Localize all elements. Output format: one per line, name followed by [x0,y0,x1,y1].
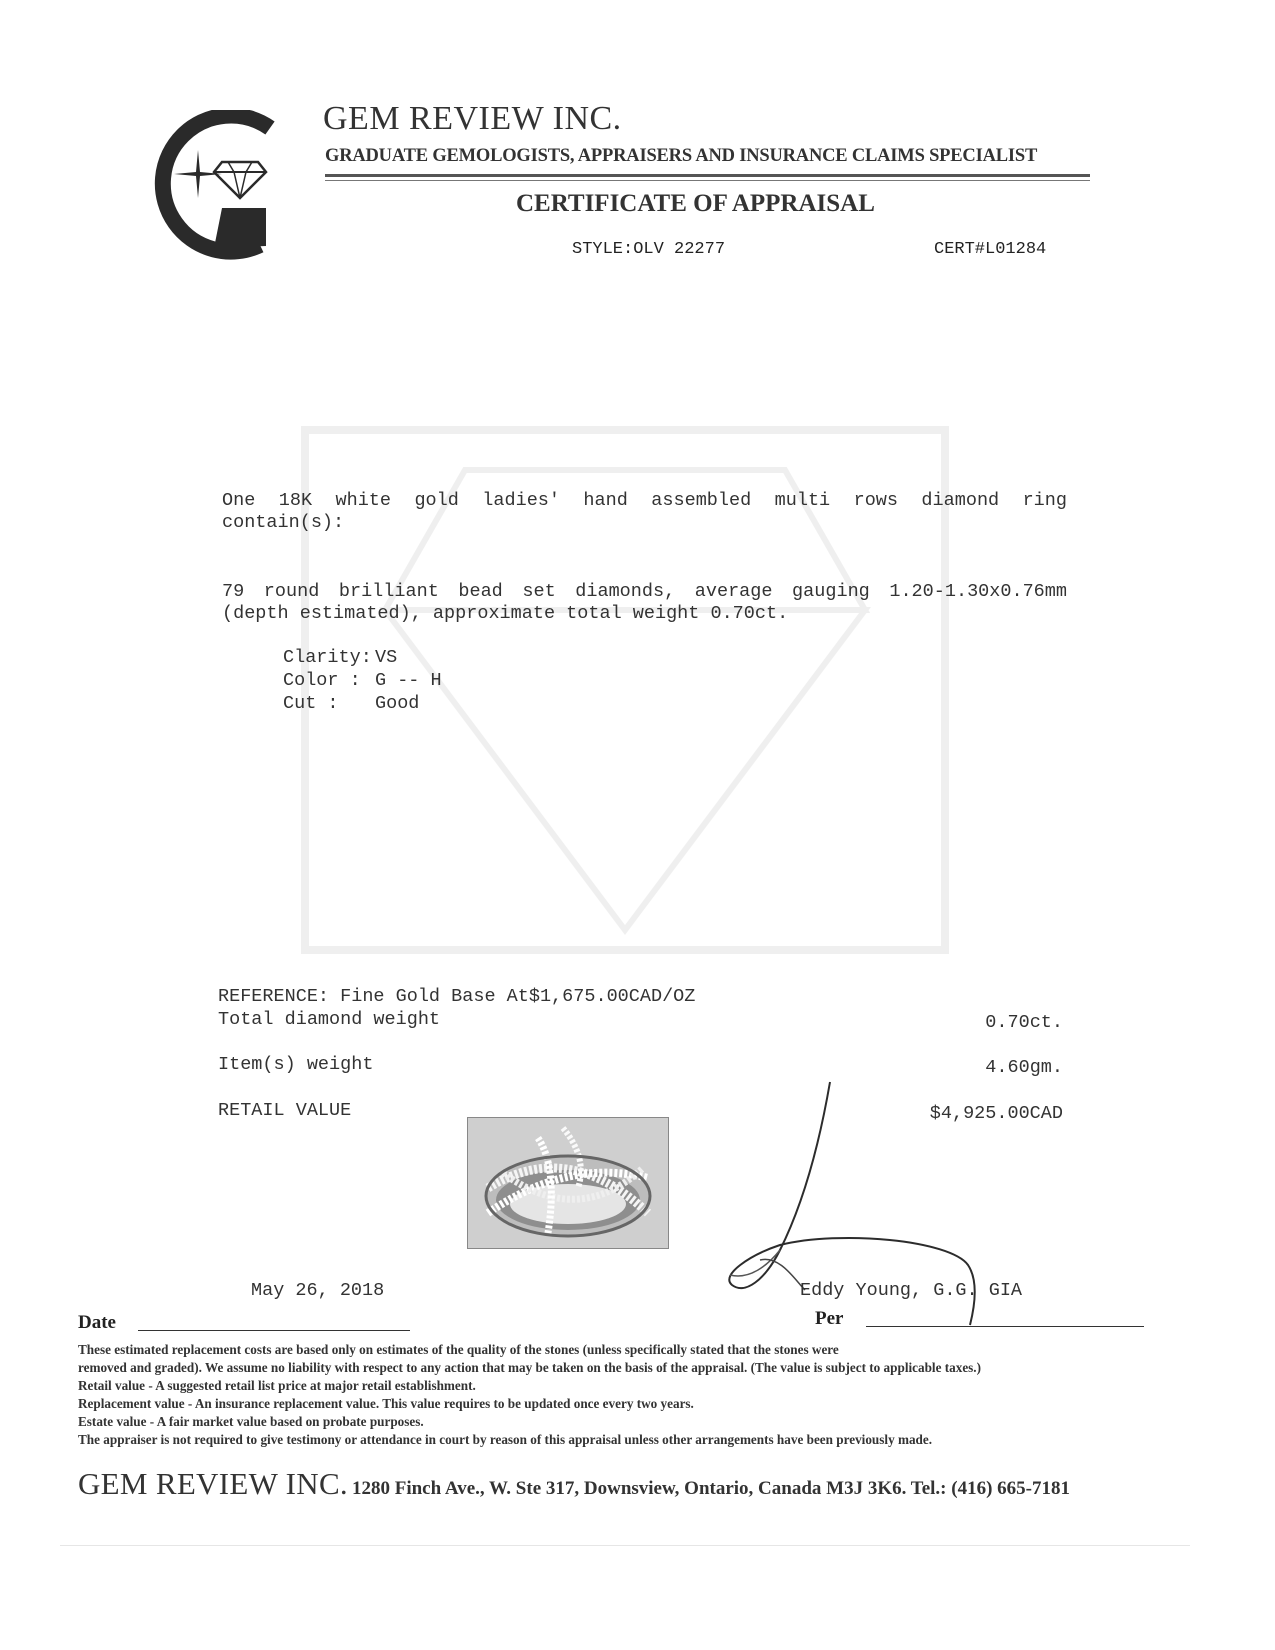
retail-value-label: RETAIL VALUE [218,1100,352,1121]
header-rule [325,174,1090,177]
grade-list [283,646,442,715]
per-label: Per [815,1308,844,1329]
appraiser-name: Eddy Young, G.G. GIA [800,1280,1023,1301]
date-label: Date [78,1312,116,1333]
grade-row-clarity [283,646,442,669]
grade-row-cut [283,692,442,715]
gem-review-logo [150,110,280,260]
gold-reference: REFERENCE: Fine Gold Base At$1,675.00CAD/OZ [218,986,696,1007]
ring-photo [467,1117,669,1249]
disclaimer-line: These estimated replacement costs are based only on estimates of the quality of the stones (unless specifically stated that the stones were [78,1342,839,1357]
disclaimer-line: The appraiser is not required to give testimony or attendance in court by reason of this appraisal unless other arrangements have been previously made. [78,1432,933,1447]
footer [78,1466,1070,1502]
disclaimer-line: Estate value - A fair market value based on probate purposes. [78,1414,424,1429]
disclaimer [78,1341,1178,1449]
diamond-details: 79 round brilliant bead set diamonds, average gauging 1.20-1.30x0.76mm (depth estimated), approximate total weight 0.70ct. [222,581,1067,624]
ring-image [468,1118,668,1248]
grade-label: Clarity: [283,647,372,668]
footer-address: 1280 Finch Ave., W. Ste 317, Downsview, Ontario, Canada M3J 3K6. Tel.: (416) 665-7181 [351,1478,1070,1499]
per-line [866,1326,1144,1327]
bottom-rule [60,1545,1190,1546]
total-diamond-weight-label: Total diamond weight [218,1009,441,1030]
grade-value: Good [375,693,420,714]
item-weight-value: 4.60gm. [985,1057,1063,1078]
style-number: STYLE:OLV 22277 [572,240,726,259]
disclaimer-line: Replacement value - An insurance replacement value. This value requires to be updated once every two years. [78,1396,694,1411]
grade-value: VS [375,647,398,668]
header-rule-thin [325,180,1090,181]
footer-company: GEM REVIEW INC. [78,1466,348,1501]
retail-value: $4,925.00CAD [929,1103,1063,1124]
item-description: One 18K white gold ladies' hand assembled multi rows diamond ring contain(s): [222,490,1067,533]
tagline: GRADUATE GEMOLOGISTS, APPRAISERS AND INSURANCE CLAIMS SPECIALIST [325,146,1038,166]
item-weight-label: Item(s) weight [218,1054,374,1075]
cert-number: CERT#L01284 [934,240,1047,259]
total-diamond-weight-value: 0.70ct. [985,1012,1063,1033]
company-name: GEM REVIEW INC. [323,100,622,137]
grade-value: G -- H [375,670,442,691]
disclaimer-line: Retail value - A suggested retail list price at major retail establishment. [78,1378,476,1393]
appraisal-date: May 26, 2018 [251,1280,385,1301]
grade-label: Cut : [283,693,339,714]
grade-row-color [283,669,442,692]
disclaimer-line: removed and graded). We assume no liability with respect to any action that may be taken on the basis of the appraisal. (The value is subject to applicable taxes.) [78,1360,981,1375]
grade-label: Color : [283,670,361,691]
certificate-title: CERTIFICATE OF APPRAISAL [516,190,875,217]
date-line [138,1330,410,1331]
